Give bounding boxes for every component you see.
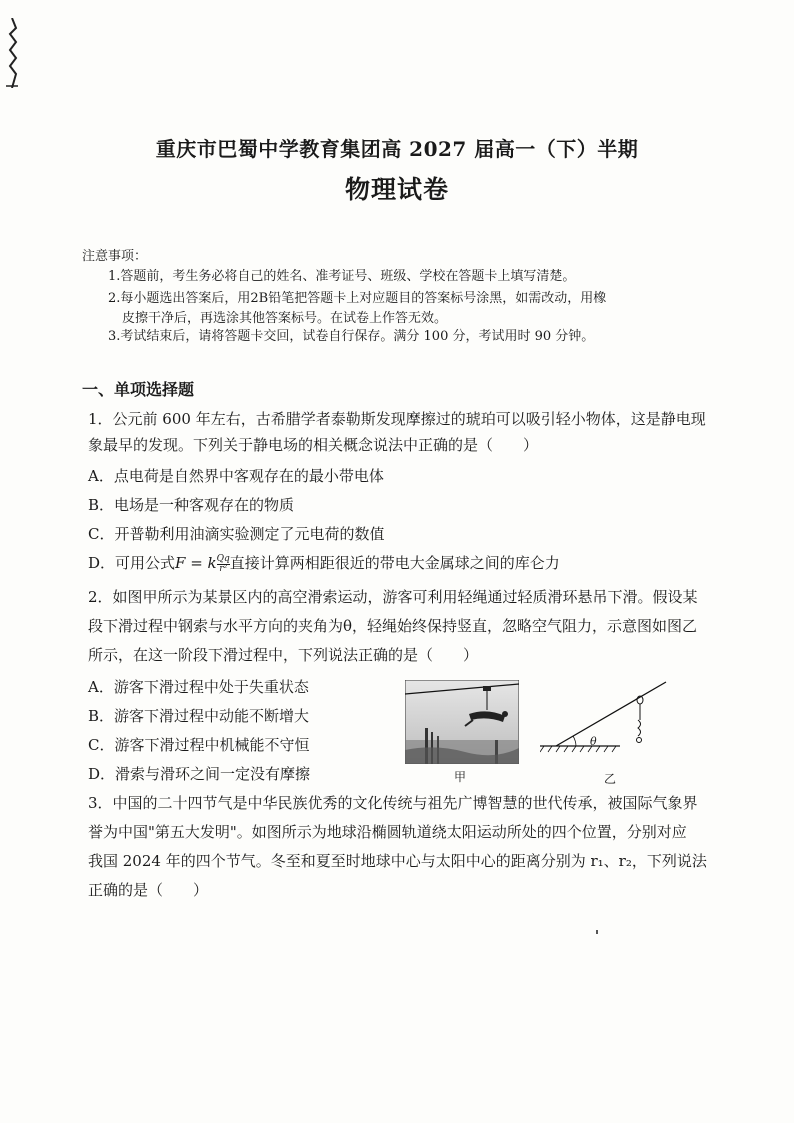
option-2b: B．游客下滑过程中动能不断增大 xyxy=(88,707,310,725)
zipline-photo xyxy=(405,680,519,764)
formula-lhs: F = k xyxy=(175,554,217,572)
option-1d-prefix: D．可用公式 xyxy=(88,554,176,572)
notice-item: 2.每小题选出答案后，用2B铅笔把答题卡上对应题目的答案标号涂黑，如需改动，用橡 xyxy=(108,291,607,306)
option-1b: B．电场是一种客观存在的物质 xyxy=(88,496,295,514)
notice-item: 1.答题前，考生务必将自己的姓名、准考证号、班级、学校在答题卡上填写清楚。 xyxy=(108,269,576,284)
notice-item: 3.考试结束后，请将答题卡交回，试卷自行保存。满分 100 分，考试用时 90 分钟。 xyxy=(108,329,595,344)
question-3-text: 3．中国的二十四节气是中华民族优秀的文化传统与祖先广博智慧的世代传承，被国际气象界 xyxy=(88,794,698,812)
question-2-text: 段下滑过程中钢索与水平方向的夹角为θ，轻绳始终保持竖直，忽略空气阻力，示意图如图乙 xyxy=(88,617,698,635)
scan-mark xyxy=(596,930,598,934)
figure-label-jia: 甲 xyxy=(454,770,467,784)
option-2a: A．游客下滑过程中处于失重状态 xyxy=(88,678,309,696)
option-1d-suffix: 直接计算两相距很近的带电大金属球之间的库仑力 xyxy=(229,554,560,572)
angle-theta-label: θ xyxy=(590,735,597,748)
figure-label-yi: 乙 xyxy=(604,772,617,786)
question-3-text: 我国 2024 年的四个节气。冬至和夏至时地球中心与太阳中心的距离分别为 r₁、r₂，下列说法 xyxy=(88,852,707,870)
formula-numerator: Qq xyxy=(216,553,230,564)
notice-item: 皮擦干净后，再选涂其他答案标号。在试卷上作答无效。 xyxy=(122,311,448,326)
option-2c: C．游客下滑过程中机械能不守恒 xyxy=(88,736,310,754)
question-3-text: 正确的是（ ） xyxy=(88,881,209,899)
notice-heading: 注意事项： xyxy=(82,249,148,264)
formula-denominator: r² xyxy=(219,563,228,574)
question-2-text: 2．如图甲所示为某景区内的高空滑索运动，游客可利用轻绳通过轻质滑环悬吊下滑。假设某 xyxy=(88,588,698,606)
option-1c: C．开普勒利用油滴实验测定了元电荷的数值 xyxy=(88,525,385,543)
section-title: 一、单项选择题 xyxy=(82,380,195,399)
exam-subject: 物理试卷 xyxy=(344,175,449,204)
question-2-text: 所示，在这一阶段下滑过程中，下列说法正确的是（ ） xyxy=(88,646,479,664)
formula-fraction xyxy=(217,555,230,574)
question-3-text: 誉为中国"第五大发明"。如图所示为地球沿椭圆轨道绕太阳运动所处的四个位置，分别对应 xyxy=(88,823,687,841)
option-1a: A．点电荷是自然界中客观存在的最小带电体 xyxy=(88,467,384,485)
option-1d xyxy=(88,552,560,574)
incline-diagram xyxy=(540,680,670,764)
exam-title: 重庆市巴蜀中学教育集团高 2027 届高一（下）半期 xyxy=(155,137,639,161)
option-2d: D．滑索与滑环之间一定没有摩擦 xyxy=(88,765,311,783)
question-1-text: 象最早的发现。下列关于静电场的相关概念说法中正确的是（ ） xyxy=(88,436,539,454)
question-1-text: 1．公元前 600 年左右，古希腊学者泰勒斯发现摩擦过的琥珀可以吸引轻小物体，这是静电现 xyxy=(88,410,706,428)
binding-mark xyxy=(4,18,20,88)
